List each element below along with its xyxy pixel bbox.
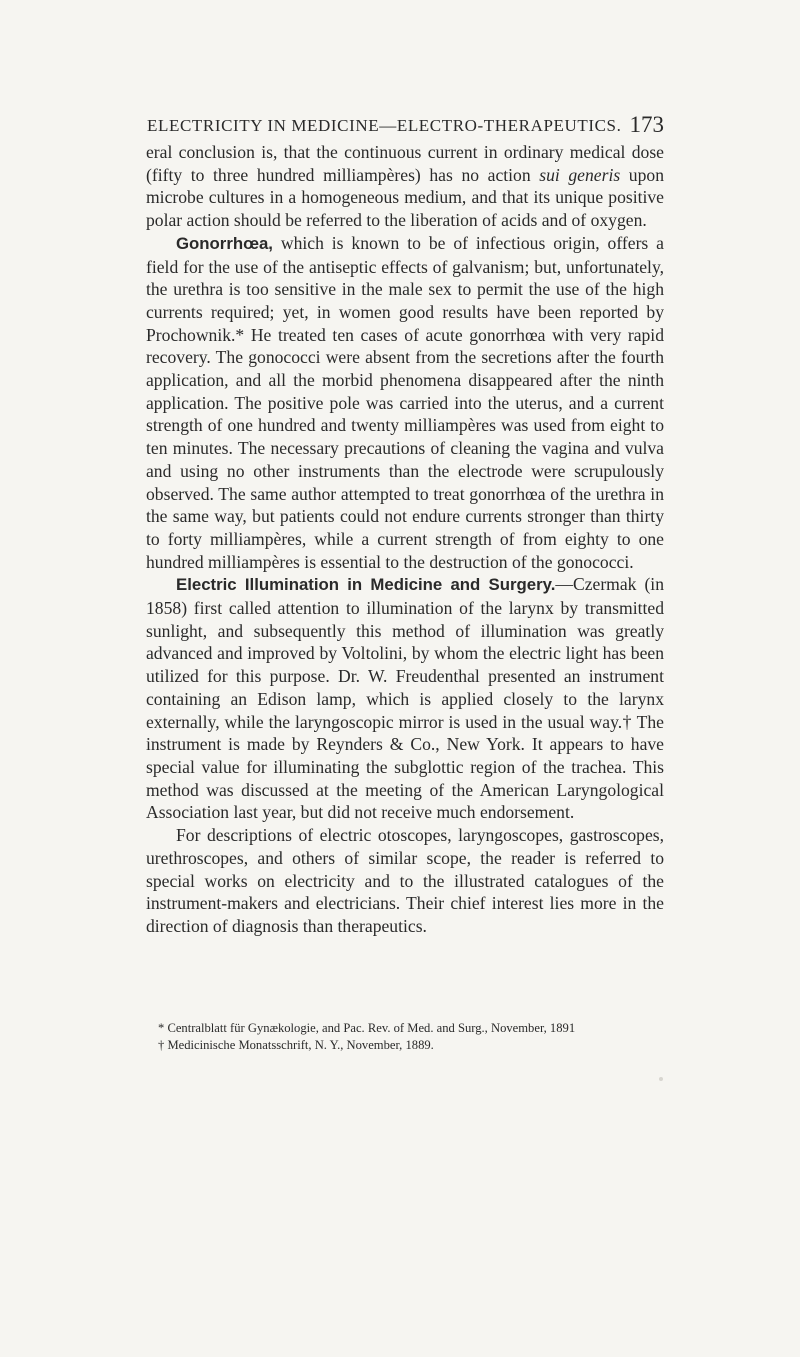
paragraph-continuation <box>146 141 664 232</box>
paragraph-gonorrhoea <box>146 232 664 574</box>
paragraph-4-text: For descriptions of electric otoscopes, laryngoscopes, gastroscopes, urethroscopes, and others of similar scope, the reader is referred to special works on electricity and to the illustrated catalogues of the instrument-makers and electricians. Their chief interest lies more in the direction of diagnosis than therapeutics. <box>146 825 664 936</box>
body-text <box>146 141 664 938</box>
section-heading-illumination: Electric Illumination in Medicine and Surgery. <box>176 575 556 595</box>
footnote-2: † Medicinische Monatsschrift, N. Y., November, 1889. <box>158 1038 434 1052</box>
paragraph-2-text: which is known to be of infectious origin, offers a field for the use of the antiseptic effects of galvanism; but, unfortunately, the urethra is too sensitive in the male sex to permit the use of the high currents required; yet, in women good results have been reported by Prochownik.* He treated ten cases of acute gonorrhœa with very rapid recovery. The gonococci were absent from the secretions after the fourth application, and all the morbid phenomena disappeared after the ninth application. The positive pole was carried into the uterus, and a current strength of one hundred and twenty milliampères was used from eight to ten minutes. The necessary precautions of cleaning the vagina and vulva and using no other instruments than the electrode were scrupulously observed. The same author attempted to treat gonorrhœa of the urethra in the same way, but patients could not endure currents stronger than thirty to forty milliampères, while a current strength of from eighty to one hundred milliampères is essential to the destruction of the gonococci. <box>146 232 664 572</box>
footnote-1: * Centralblatt für Gynækologie, and Pac. Rev. of Med. and Surg., November, 1891 <box>158 1021 576 1035</box>
paper-speck <box>659 1077 663 1081</box>
section-heading-gonorrhoea: Gonorrhœa, <box>176 233 273 253</box>
paragraph-1-tail: upon microbe cultures in a homogeneous medium, and that its unique positive polar action should be referred to the liberation of acids and of oxygen. <box>146 164 664 231</box>
page-number: 173 <box>629 112 664 137</box>
footnotes <box>158 1020 668 1054</box>
paragraph-illumination <box>146 573 664 824</box>
paragraph-1-text: eral conclusion is, that the continuous current in ordinary medical dose (fifty to three hundred milliampères) has no action <box>146 142 664 185</box>
page-header <box>147 112 664 142</box>
running-head: ELECTRICITY IN MEDICINE—ELECTRO-THERAPEUTICS. <box>147 116 622 135</box>
paragraph-3-text: —Czermak (in 1858) first called attention to illumination of the larynx by transmitted sunlight, and subsequently this method of illumination was greatly advanced and improved by Voltolini, by whom the electric light has been utilized for this purpose. Dr. W. Freudenthal presented an instrument containing an Edison lamp, which is applied closely to the larynx externally, while the laryngoscopic mirror is used in the usual way.† The instrument is made by Reynders & Co., New York. It appears to have special value for illuminating the subglottic region of the trachea. This method was discussed at the meeting of the American Laryngological Association last year, but did not receive much endorsement. <box>146 574 664 823</box>
italic-phrase: sui generis <box>539 164 621 185</box>
paragraph-descriptions <box>146 824 664 938</box>
